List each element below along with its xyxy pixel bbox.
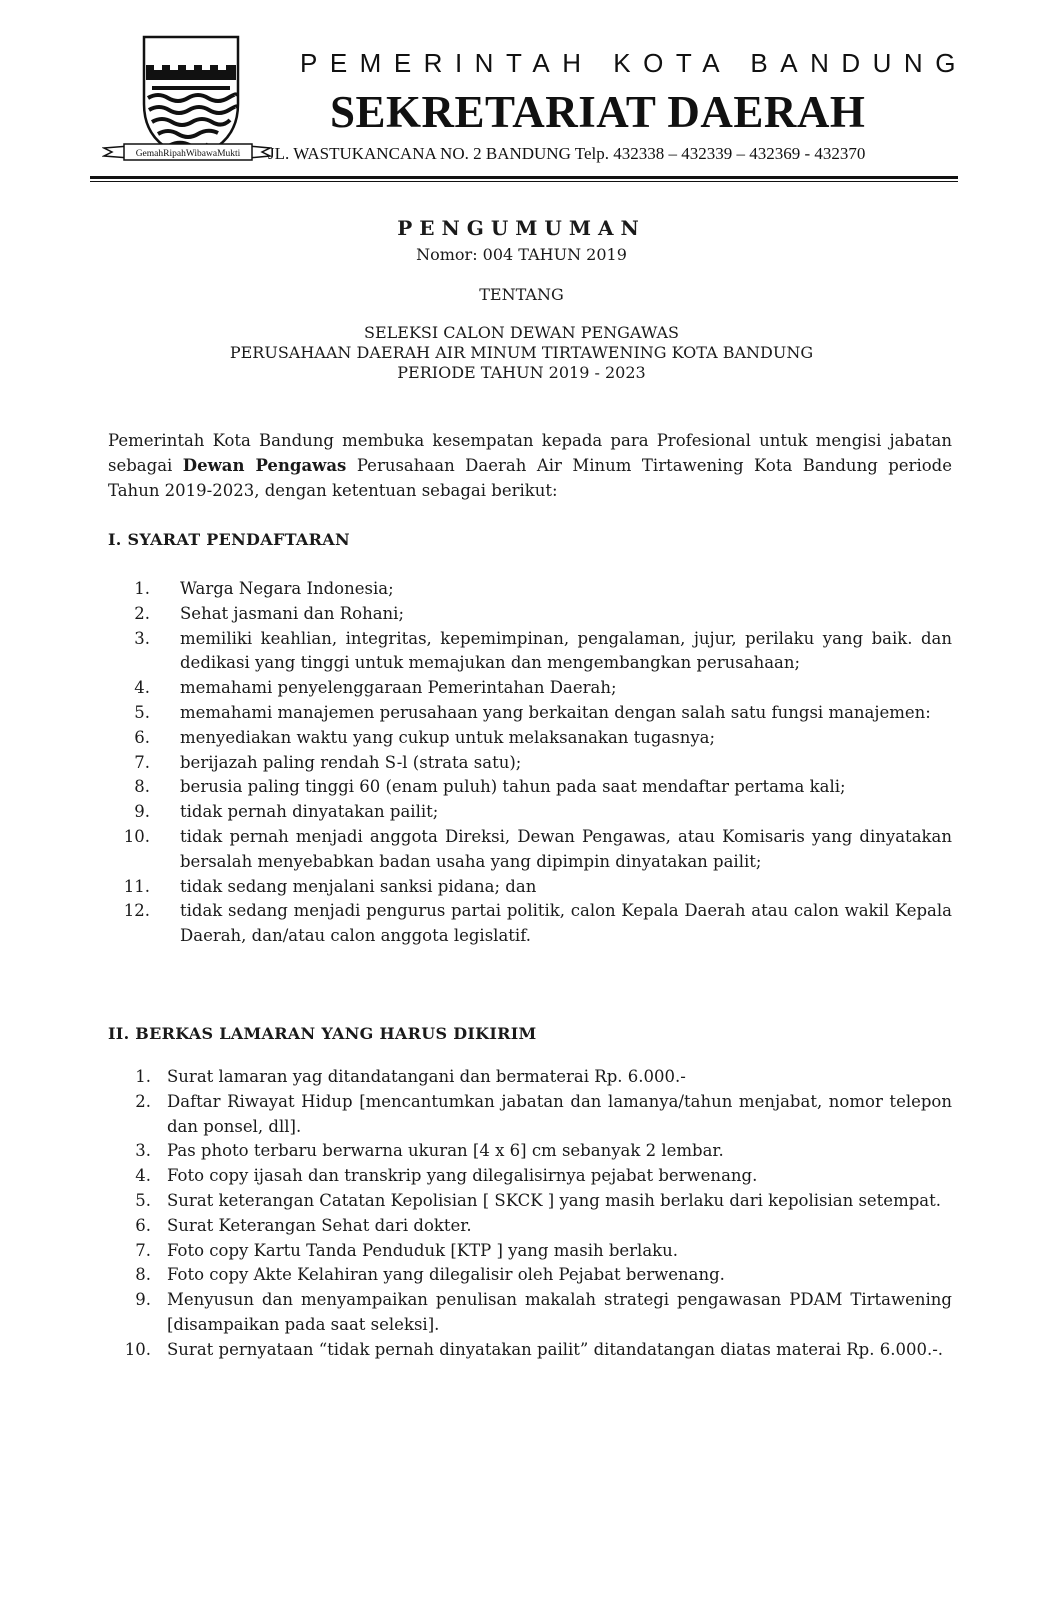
documents-list: [124, 1065, 952, 1363]
list-item: [135, 1214, 952, 1239]
list-item: [135, 1288, 952, 1338]
list-item: [134, 627, 952, 677]
item-text: berusia paling tinggi 60 (enam puluh) tahun pada saat mendaftar pertama kali;: [180, 777, 846, 797]
intro-paragraph: [108, 428, 952, 503]
letterhead-government: PEMERINTAH KOTA BANDUNG: [300, 48, 968, 78]
list-item: [134, 701, 952, 726]
list-item: [134, 676, 952, 701]
item-number: 5.: [135, 1190, 151, 1210]
item-number: 6.: [134, 727, 150, 747]
subject-line: SELEKSI CALON DEWAN PENGAWAS: [364, 323, 679, 342]
item-number: 8.: [135, 1265, 151, 1285]
list-item: [124, 1338, 952, 1363]
item-number: 6.: [135, 1215, 151, 1235]
item-text: Foto copy Akte Kelahiran yang dilegalisir oleh Pejabat berwenang.: [167, 1265, 725, 1285]
list-item: [123, 899, 952, 949]
list-item: [135, 1263, 952, 1288]
bandung-emblem-logo: [102, 34, 272, 164]
list-item: [135, 1090, 952, 1140]
letterhead-rule: [90, 176, 958, 179]
item-text: Sehat jasmani dan Rohani;: [180, 603, 405, 623]
subject-line: PERIODE TAHUN 2019 - 2023: [397, 363, 646, 382]
item-text: tidak pernah menjadi anggota Direksi, Dewan Pengawas, atau Komisaris yang dinyatakan bersalah menyebabkan badan usaha yang dipimpin dinyatakan pailit;: [180, 826, 952, 871]
item-number: 4.: [135, 1166, 151, 1186]
item-number: 2.: [134, 603, 150, 623]
item-text: Daftar Riwayat Hidup [mencantumkan jabatan dan lamanya/tahun menjabat, nomor telepon dan ponsel, dll].: [167, 1091, 952, 1136]
item-text: tidak pernah dinyatakan pailit;: [180, 802, 439, 822]
item-number: 9.: [135, 1290, 151, 1310]
item-number: 5.: [134, 702, 150, 722]
item-text: memahami manajemen perusahaan yang berkaitan dengan salah satu fungsi manajemen:: [180, 702, 931, 722]
announcement-about: TENTANG: [479, 285, 564, 304]
item-number: 1.: [135, 1067, 151, 1086]
announcement-title: PENGUMUMAN: [397, 216, 646, 240]
section-heading-requirements: I. SYARAT PENDAFTARAN: [108, 530, 350, 549]
list-item: [135, 1065, 952, 1090]
letterhead-office: SEKRETARIAT DAERAH: [330, 87, 866, 137]
item-text: Warga Negara Indonesia;: [180, 579, 394, 598]
item-text: Surat pernyataan “tidak pernah dinyatakan pailit” ditandatangan diatas materai Rp. 6.000.-.: [167, 1339, 944, 1359]
item-text: Foto copy ijasah dan transkrip yang dilegalisirnya pejabat berwenang.: [167, 1166, 758, 1186]
item-text: Surat Keterangan Sehat dari dokter.: [167, 1215, 472, 1235]
intro-text-rest: Perusahaan Daerah Air Minum Tirtawening Kota Bandung periode Tahun 2019-2023, dengan ketentuan sebagai berikut:: [108, 456, 952, 500]
letterhead-rule-thin: [90, 181, 958, 182]
item-text: Surat keterangan Catatan Kepolisian [ SKCK ] yang masih berlaku dari kepolisian setempat.: [167, 1190, 941, 1210]
item-text: Menyusun dan menyampaikan penulisan makalah strategi pengawasan PDAM Tirtawening [disampaikan pada saat seleksi].: [167, 1290, 952, 1334]
intro-text: Pemerintah Kota Bandung membuka kesempatan kepada para Profesional untuk mengisi jabatan sebagai: [108, 431, 952, 475]
item-number: 12.: [123, 901, 150, 921]
item-number: 11.: [123, 876, 150, 896]
list-item: [123, 825, 952, 875]
subject-line: PERUSAHAAN DAERAH AIR MINUM TIRTAWENING KOTA BANDUNG: [229, 343, 814, 362]
item-number: 8.: [134, 777, 150, 797]
list-item: [135, 1164, 952, 1189]
item-number: 9.: [134, 802, 150, 822]
list-item: [135, 1189, 952, 1214]
list-item: [134, 775, 952, 800]
item-text: Pas photo terbaru berwarna ukuran [4 x 6] cm sebanyak 2 lembar.: [167, 1141, 724, 1161]
list-item: [135, 1239, 952, 1264]
requirements-list: [123, 577, 952, 949]
logo-motto: GemahRipahWibawaMukti: [135, 149, 241, 159]
item-number: 10.: [123, 826, 150, 846]
list-item: [135, 1139, 952, 1164]
section-heading-documents: II. BERKAS LAMARAN YANG HARUS DIKIRIM: [108, 1024, 537, 1043]
list-item: [134, 800, 952, 825]
item-text: menyediakan waktu yang cukup untuk melaksanakan tugasnya;: [180, 727, 716, 747]
item-text: memiliki keahlian, integritas, kepemimpinan, pengalaman, jujur, perilaku yang baik. dan dedikasi yang tinggi untuk memajukan dan mengembangkan perusahaan;: [180, 628, 952, 673]
item-number: 4.: [134, 678, 150, 698]
letterhead-address: JL. WASTUKANCANA NO. 2 BANDUNG Telp. 432338 – 432339 – 432369 - 432370: [268, 144, 866, 163]
item-text: tidak sedang menjalani sanksi pidana; dan: [180, 876, 537, 896]
item-number: 3.: [135, 1141, 151, 1161]
announcement-subject: [0, 323, 1043, 383]
list-item: [134, 751, 952, 776]
intro-bold: Dewan Pengawas: [182, 456, 347, 475]
item-number: 2.: [135, 1091, 151, 1111]
item-text: berijazah paling rendah S-l (strata satu);: [180, 752, 522, 772]
item-number: 10.: [124, 1339, 151, 1359]
item-text: tidak sedang menjadi pengurus partai politik, calon Kepala Daerah atau calon wakil Kepala Daerah, dan/atau calon anggota legislatif.: [180, 901, 952, 946]
item-number: 1.: [134, 579, 150, 598]
item-text: Foto copy Kartu Tanda Penduduk [KTP ] yang masih berlaku.: [167, 1240, 679, 1260]
list-item: [134, 577, 952, 602]
list-item: [134, 726, 952, 751]
item-number: 7.: [134, 752, 150, 772]
announcement-number: Nomor: 004 TAHUN 2019: [416, 245, 627, 264]
item-text: Surat lamaran yag ditandatangani dan bermaterai Rp. 6.000.-: [167, 1067, 686, 1086]
item-number: 7.: [135, 1240, 151, 1260]
list-item: [134, 602, 952, 627]
list-item: [123, 875, 952, 900]
item-text: memahami penyelenggaraan Pemerintahan Daerah;: [180, 678, 617, 698]
item-number: 3.: [134, 628, 150, 648]
